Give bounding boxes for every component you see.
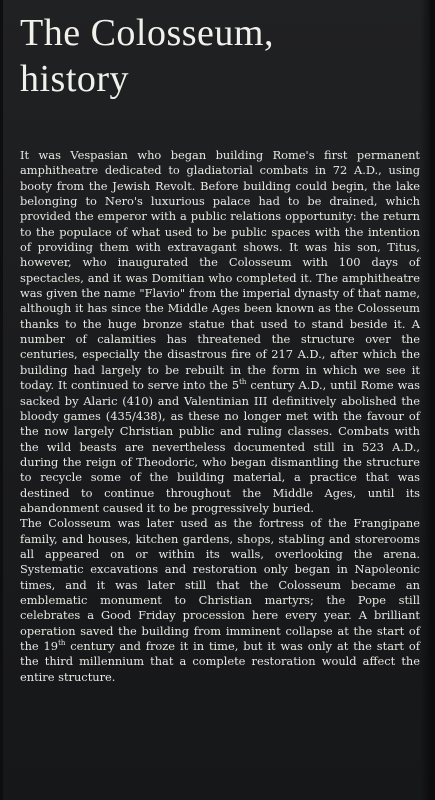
title-line-1: The Colosseum, bbox=[20, 12, 274, 54]
ordinal-suffix: th bbox=[58, 639, 66, 647]
paragraph-2-text-b: century and froze it in time, but it was only at the start of the third millennium that a complete restoration would affect the entire structure. bbox=[20, 639, 420, 684]
paragraph-1-text-b: century A.D., until Rome was sacked by Alaric (410) and Valentinian III definitively abolished the bloody games (435/438), as these no longer met with the favour of the now largely Christian public and ruling classes. Combats with the wild beasts are nevertheless documented still in 523 A.D., during the reign of Theodoric, who began dismantling the structure to recycle some of the building material, a practice that was destined to continue throughout the Middle Ages, until its abandonment caused it to be progressively buried. bbox=[20, 378, 420, 515]
ordinal-suffix: th bbox=[239, 378, 247, 387]
sign-title bbox=[20, 10, 420, 102]
history-paragraph-1 bbox=[20, 148, 420, 516]
paragraph-2-text-a: The Colosseum was later used as the fortress of the Frangipane family, and houses, kitchen gardens, shops, stabling and storerooms all appeared on or within its walls, overlooking the arena. Systematic excavations and restoration only began in Napoleonic times, and it was later still that the Colosseum became an emblematic monument to Christian martyrs; the Pope still celebrates a Good Friday procession here every year. A brilliant operation saved the building from imminent collapse at the start of the 19 bbox=[20, 516, 420, 653]
paragraph-1-text-a: It was Vespasian who began building Rome's first permanent amphitheatre dedicated to gladiatorial combats in 72 A.D., using booty from the Jewish Revolt. Before building could begin, the lake belonging to Nero's luxurious palace had to be drained, which provided the emperor with a public relations opportunity: the return to the populace of what used to be public spaces with the intention of providing them with extravagant shows. It was his son, Titus, however, who inaugurated the Colosseum with 100 days of spectacles, and it was Domitian who completed it. The amphitheatre was given the name "Flavio" from the imperial dynasty of that name, although it has since the Middle Ages been known as the Colosseum thanks to the huge bronze statue that used to stand beside it. A number of calamities has threatened the structure over the centuries, especially the disastrous fire of 217 A.D., after which the building had largely to be rebuilt in the form in which we see it today. It continued to serve into the 5 bbox=[20, 148, 420, 393]
title-line-2: history bbox=[20, 58, 130, 100]
sign-body bbox=[20, 148, 420, 685]
history-paragraph-2 bbox=[20, 516, 420, 685]
sign-edge-shadow bbox=[420, 0, 430, 800]
